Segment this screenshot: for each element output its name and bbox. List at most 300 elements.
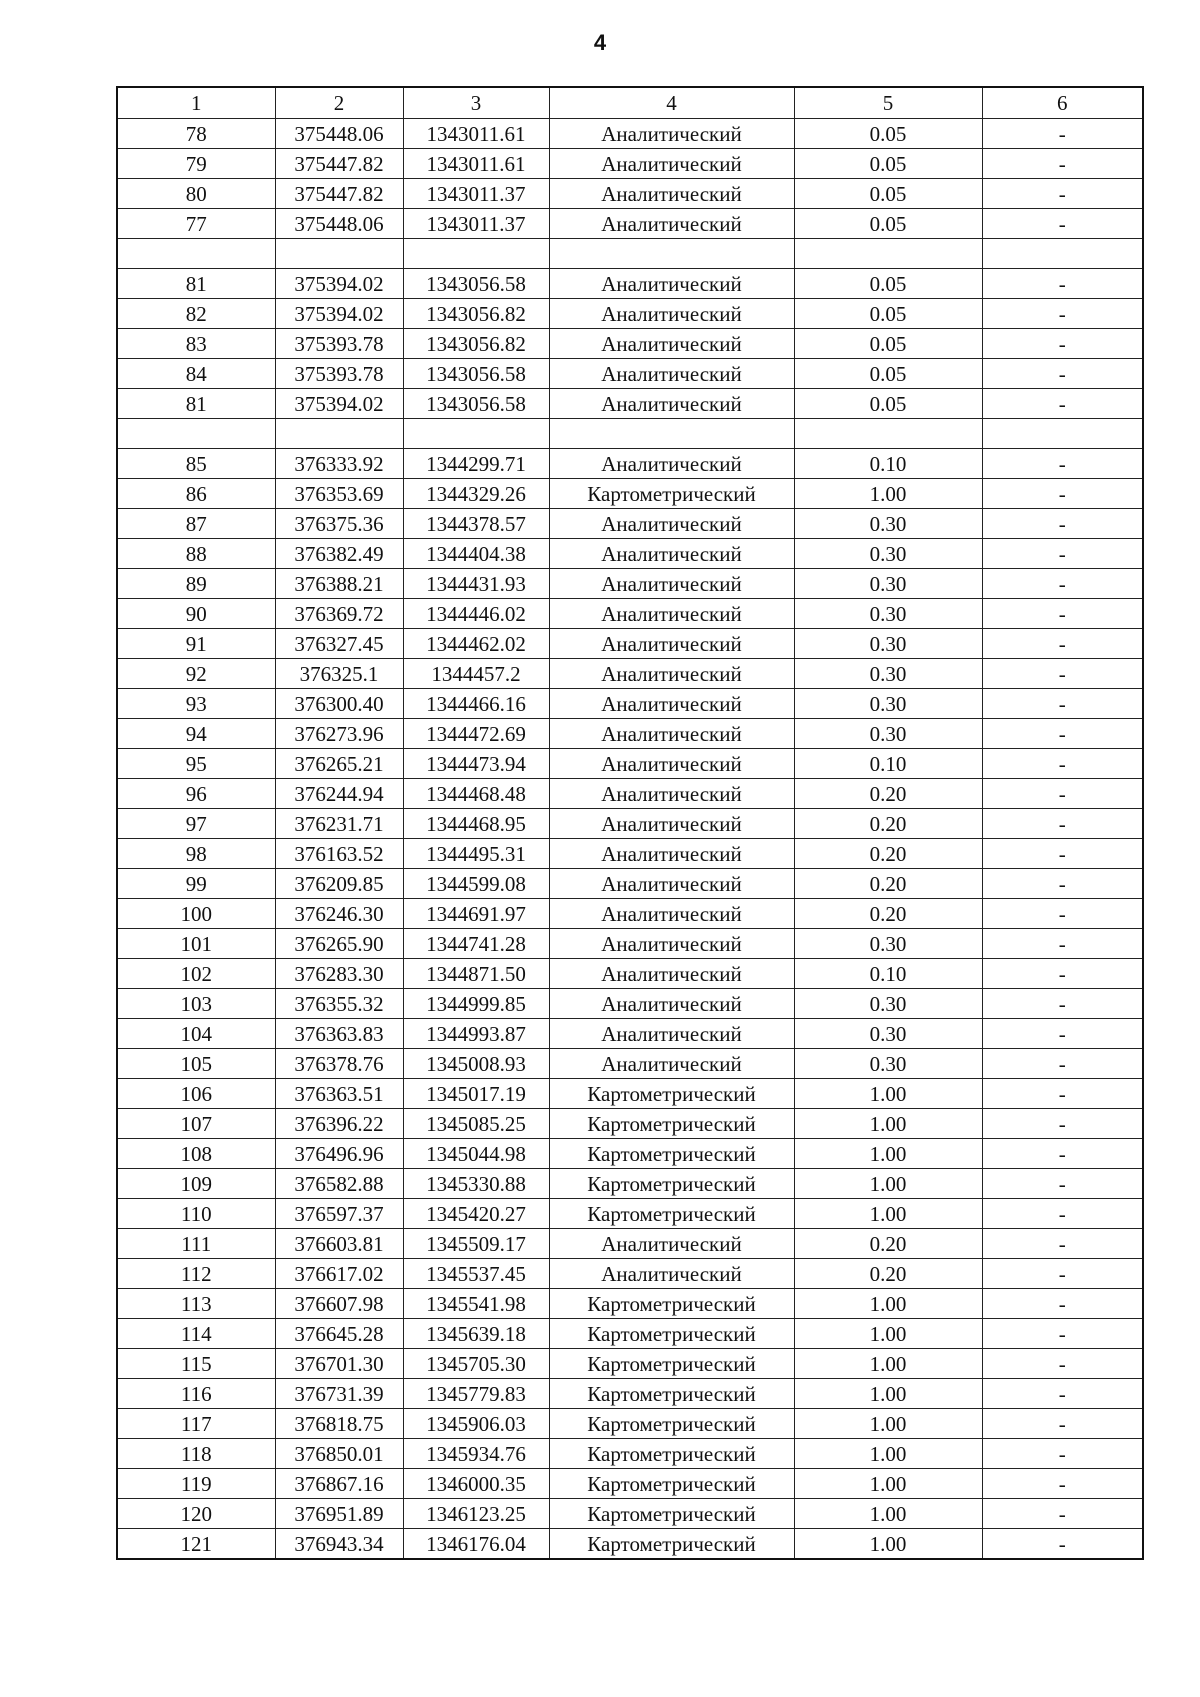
table-cell: - <box>982 569 1143 599</box>
table-cell: - <box>982 779 1143 809</box>
table-cell: 78 <box>117 119 275 149</box>
table-cell: Аналитический <box>549 959 794 989</box>
table-cell: - <box>982 1019 1143 1049</box>
table-cell: 93 <box>117 689 275 719</box>
table-cell: 1.00 <box>794 1379 982 1409</box>
table-cell: 0.30 <box>794 659 982 689</box>
table-cell: 0.30 <box>794 929 982 959</box>
table-row <box>117 269 1143 299</box>
table-cell: - <box>982 299 1143 329</box>
table-cell: 1344993.87 <box>403 1019 549 1049</box>
table-cell: Картометрический <box>549 1529 794 1560</box>
table-cell: 0.20 <box>794 779 982 809</box>
table-cell: Картометрический <box>549 479 794 509</box>
table-cell: 1344473.94 <box>403 749 549 779</box>
table-cell: - <box>982 599 1143 629</box>
table-cell: - <box>982 179 1143 209</box>
table-row <box>117 1079 1143 1109</box>
table-cell: 1343011.37 <box>403 179 549 209</box>
table-cell: 375393.78 <box>275 359 403 389</box>
table-cell: 121 <box>117 1529 275 1560</box>
table-cell: 0.05 <box>794 149 982 179</box>
table-cell: 1345008.93 <box>403 1049 549 1079</box>
table-cell: 376607.98 <box>275 1289 403 1319</box>
table-cell: 1344378.57 <box>403 509 549 539</box>
table-cell: - <box>982 1049 1143 1079</box>
table-cell: 99 <box>117 869 275 899</box>
table-cell: 376244.94 <box>275 779 403 809</box>
table-cell: Аналитический <box>549 779 794 809</box>
column-header: 3 <box>403 87 549 119</box>
table-cell: - <box>982 1409 1143 1439</box>
table-cell: 115 <box>117 1349 275 1379</box>
table-cell: 1344462.02 <box>403 629 549 659</box>
table-row <box>117 1169 1143 1199</box>
table-row <box>117 1229 1143 1259</box>
table-cell: - <box>982 149 1143 179</box>
table-cell: 0.05 <box>794 299 982 329</box>
table-cell: 376265.21 <box>275 749 403 779</box>
table-cell: 376582.88 <box>275 1169 403 1199</box>
table-cell: 110 <box>117 1199 275 1229</box>
column-header: 1 <box>117 87 275 119</box>
table-cell <box>794 419 982 449</box>
table-cell: Картометрический <box>549 1349 794 1379</box>
table-cell: 0.30 <box>794 689 982 719</box>
table-cell: 376378.76 <box>275 1049 403 1079</box>
table-cell: 1.00 <box>794 1439 982 1469</box>
table-cell: 84 <box>117 359 275 389</box>
table-cell: 1345639.18 <box>403 1319 549 1349</box>
table-cell: 1343011.37 <box>403 209 549 239</box>
table-cell: 113 <box>117 1289 275 1319</box>
table-cell: 376496.96 <box>275 1139 403 1169</box>
table-cell: 1343056.58 <box>403 269 549 299</box>
table-cell: 1.00 <box>794 1289 982 1319</box>
table-cell: - <box>982 509 1143 539</box>
table-cell: 375448.06 <box>275 119 403 149</box>
table-cell: 98 <box>117 839 275 869</box>
table-cell: 375448.06 <box>275 209 403 239</box>
table-cell: 0.20 <box>794 839 982 869</box>
table-cell: Аналитический <box>549 149 794 179</box>
table-cell: 0.30 <box>794 719 982 749</box>
table-row <box>117 1199 1143 1229</box>
table-cell: - <box>982 1229 1143 1259</box>
table-cell: 82 <box>117 299 275 329</box>
column-header: 6 <box>982 87 1143 119</box>
table-cell: 1345017.19 <box>403 1079 549 1109</box>
table-cell: 0.30 <box>794 629 982 659</box>
table-cell: Картометрический <box>549 1139 794 1169</box>
table-cell: 112 <box>117 1259 275 1289</box>
table-cell: Аналитический <box>549 269 794 299</box>
table-cell: 0.30 <box>794 989 982 1019</box>
table-cell: 1344741.28 <box>403 929 549 959</box>
table-cell: 1.00 <box>794 1139 982 1169</box>
table-cell: 91 <box>117 629 275 659</box>
table-cell: 376645.28 <box>275 1319 403 1349</box>
table-row <box>117 1259 1143 1289</box>
table-cell: - <box>982 899 1143 929</box>
table-cell: 119 <box>117 1469 275 1499</box>
table-cell: 376209.85 <box>275 869 403 899</box>
table-row <box>117 629 1143 659</box>
table-cell: 1.00 <box>794 1199 982 1229</box>
table-cell: - <box>982 1289 1143 1319</box>
table-cell: 1344468.95 <box>403 809 549 839</box>
table-cell: 100 <box>117 899 275 929</box>
table-cell: Картометрический <box>549 1319 794 1349</box>
table-cell: 376333.92 <box>275 449 403 479</box>
table-cell: Картометрический <box>549 1199 794 1229</box>
table-cell: Аналитический <box>549 689 794 719</box>
table-body <box>117 119 1143 1560</box>
table-cell: Картометрический <box>549 1409 794 1439</box>
table-cell: - <box>982 629 1143 659</box>
table-cell: 80 <box>117 179 275 209</box>
table-cell: 0.20 <box>794 1229 982 1259</box>
table-row <box>117 1319 1143 1349</box>
table-cell: 79 <box>117 149 275 179</box>
table-cell: 0.10 <box>794 749 982 779</box>
table-cell: - <box>982 1139 1143 1169</box>
table-cell: Аналитический <box>549 329 794 359</box>
table-cell: 0.30 <box>794 1019 982 1049</box>
table-cell: 1343056.82 <box>403 329 549 359</box>
table-cell: 376382.49 <box>275 539 403 569</box>
table-cell: 376283.30 <box>275 959 403 989</box>
column-header: 4 <box>549 87 794 119</box>
table-row <box>117 1019 1143 1049</box>
table-row <box>117 419 1143 449</box>
table-row <box>117 329 1143 359</box>
table-cell: - <box>982 749 1143 779</box>
table-cell: - <box>982 1529 1143 1560</box>
table-cell: - <box>982 659 1143 689</box>
table-cell: 376246.30 <box>275 899 403 929</box>
table-cell: - <box>982 1169 1143 1199</box>
table-cell: 0.05 <box>794 269 982 299</box>
table-cell: 0.05 <box>794 359 982 389</box>
table-cell: Аналитический <box>549 869 794 899</box>
table-cell <box>117 419 275 449</box>
table-row <box>117 1289 1143 1319</box>
table-cell: 375393.78 <box>275 329 403 359</box>
table-cell: 376369.72 <box>275 599 403 629</box>
table-cell: - <box>982 1379 1143 1409</box>
table-row <box>117 1469 1143 1499</box>
table-cell: 89 <box>117 569 275 599</box>
table-cell: Аналитический <box>549 809 794 839</box>
table-cell: 0.30 <box>794 509 982 539</box>
table-cell: Аналитический <box>549 209 794 239</box>
table-cell: 108 <box>117 1139 275 1169</box>
table-cell: 83 <box>117 329 275 359</box>
table-cell: 1345420.27 <box>403 1199 549 1229</box>
table-cell: 1344599.08 <box>403 869 549 899</box>
table-row <box>117 1139 1143 1169</box>
table-cell: 1343056.58 <box>403 359 549 389</box>
table-cell: Картометрический <box>549 1439 794 1469</box>
table-cell: - <box>982 449 1143 479</box>
table-cell: Аналитический <box>549 659 794 689</box>
table-row <box>117 659 1143 689</box>
table-cell: 376951.89 <box>275 1499 403 1529</box>
table-row <box>117 869 1143 899</box>
table-cell: Аналитический <box>549 1259 794 1289</box>
table-row <box>117 839 1143 869</box>
table-cell: 376363.51 <box>275 1079 403 1109</box>
table-cell: 1.00 <box>794 1109 982 1139</box>
table-cell: 1.00 <box>794 1349 982 1379</box>
table-cell: 106 <box>117 1079 275 1109</box>
table-cell: 1344999.85 <box>403 989 549 1019</box>
table-cell: 0.30 <box>794 599 982 629</box>
table-cell: 375394.02 <box>275 269 403 299</box>
table-cell: - <box>982 929 1143 959</box>
table-cell: 0.10 <box>794 959 982 989</box>
table-cell: 1346176.04 <box>403 1529 549 1560</box>
table-cell: 0.20 <box>794 809 982 839</box>
table-cell: 92 <box>117 659 275 689</box>
table-cell: 0.30 <box>794 1049 982 1079</box>
column-header: 5 <box>794 87 982 119</box>
table-cell <box>549 239 794 269</box>
table-cell <box>275 239 403 269</box>
table-cell: 1344431.93 <box>403 569 549 599</box>
table-row <box>117 929 1143 959</box>
table-cell: - <box>982 869 1143 899</box>
table-row <box>117 239 1143 269</box>
table-cell: 1345779.83 <box>403 1379 549 1409</box>
table-cell: 375394.02 <box>275 299 403 329</box>
table-cell: 1345509.17 <box>403 1229 549 1259</box>
table-cell: 1344495.31 <box>403 839 549 869</box>
table-row <box>117 539 1143 569</box>
table-row <box>117 779 1143 809</box>
table-cell: Аналитический <box>549 1049 794 1079</box>
table-cell: 376731.39 <box>275 1379 403 1409</box>
table-row <box>117 1049 1143 1079</box>
table-cell: 1344446.02 <box>403 599 549 629</box>
table-cell: 114 <box>117 1319 275 1349</box>
table-cell: 1343011.61 <box>403 149 549 179</box>
table-cell: 376273.96 <box>275 719 403 749</box>
table-cell: 120 <box>117 1499 275 1529</box>
table-row <box>117 1409 1143 1439</box>
table-cell: Аналитический <box>549 899 794 929</box>
table-cell: 1.00 <box>794 1319 982 1349</box>
table-cell: - <box>982 1439 1143 1469</box>
table-row <box>117 599 1143 629</box>
table-cell: 87 <box>117 509 275 539</box>
table-cell: - <box>982 1199 1143 1229</box>
table-row <box>117 1499 1143 1529</box>
table-cell: - <box>982 1319 1143 1349</box>
table-cell: 376325.1 <box>275 659 403 689</box>
table-cell: 1344691.97 <box>403 899 549 929</box>
table-cell: - <box>982 839 1143 869</box>
table-cell: Аналитический <box>549 359 794 389</box>
table-row <box>117 149 1143 179</box>
table-cell: 116 <box>117 1379 275 1409</box>
table-cell: 1344472.69 <box>403 719 549 749</box>
table-cell: 1345537.45 <box>403 1259 549 1289</box>
table-cell: - <box>982 119 1143 149</box>
table-cell: 102 <box>117 959 275 989</box>
column-header: 2 <box>275 87 403 119</box>
table-row <box>117 179 1143 209</box>
table-row <box>117 509 1143 539</box>
table-cell: 376850.01 <box>275 1439 403 1469</box>
table-cell: 0.05 <box>794 179 982 209</box>
table-cell: Картометрический <box>549 1289 794 1319</box>
table-cell: 1.00 <box>794 1169 982 1199</box>
table-cell: 0.05 <box>794 329 982 359</box>
table-cell <box>117 239 275 269</box>
table-cell: 376388.21 <box>275 569 403 599</box>
table-cell: - <box>982 989 1143 1019</box>
table-row <box>117 719 1143 749</box>
table-cell: 376231.71 <box>275 809 403 839</box>
table-cell: 118 <box>117 1439 275 1469</box>
table-cell: 1343056.82 <box>403 299 549 329</box>
page-number: 4 <box>593 30 607 55</box>
table-cell: 376701.30 <box>275 1349 403 1379</box>
table-cell: 94 <box>117 719 275 749</box>
table-row <box>117 359 1143 389</box>
table-cell: Картометрический <box>549 1079 794 1109</box>
table-cell: 375447.82 <box>275 149 403 179</box>
table-cell: Аналитический <box>549 749 794 779</box>
table-cell <box>794 239 982 269</box>
table-header-row <box>117 87 1143 119</box>
table-cell: - <box>982 959 1143 989</box>
table-cell: - <box>982 209 1143 239</box>
table-cell: 376265.90 <box>275 929 403 959</box>
table-cell: 0.30 <box>794 569 982 599</box>
table-cell: 376603.81 <box>275 1229 403 1259</box>
table-cell: - <box>982 479 1143 509</box>
table-cell: 1343011.61 <box>403 119 549 149</box>
table-cell <box>275 419 403 449</box>
table-cell: 376300.40 <box>275 689 403 719</box>
table-cell: 376163.52 <box>275 839 403 869</box>
table-cell: 1.00 <box>794 1409 982 1439</box>
table-cell: - <box>982 809 1143 839</box>
table-row <box>117 749 1143 779</box>
table-cell: 0.20 <box>794 1259 982 1289</box>
table-cell: 0.10 <box>794 449 982 479</box>
table-cell: 0.20 <box>794 899 982 929</box>
table-cell: Аналитический <box>549 1229 794 1259</box>
table-cell: - <box>982 1469 1143 1499</box>
table-cell: Аналитический <box>549 179 794 209</box>
table-cell: 117 <box>117 1409 275 1439</box>
table-row <box>117 479 1143 509</box>
table-cell <box>403 419 549 449</box>
table-cell: Аналитический <box>549 629 794 659</box>
table-cell: 104 <box>117 1019 275 1049</box>
table-cell: 97 <box>117 809 275 839</box>
table-cell: - <box>982 1079 1143 1109</box>
table-cell: 1344457.2 <box>403 659 549 689</box>
table-row <box>117 899 1143 929</box>
table-cell: Картометрический <box>549 1109 794 1139</box>
table-row <box>117 1109 1143 1139</box>
table-row <box>117 989 1143 1019</box>
table-cell: - <box>982 1349 1143 1379</box>
table-cell: 77 <box>117 209 275 239</box>
table-cell: Картометрический <box>549 1169 794 1199</box>
table-cell: 1345330.88 <box>403 1169 549 1199</box>
table-cell: 1344299.71 <box>403 449 549 479</box>
table-cell: Аналитический <box>549 389 794 419</box>
table-cell: 1344466.16 <box>403 689 549 719</box>
table-cell: - <box>982 719 1143 749</box>
table-cell: Аналитический <box>549 569 794 599</box>
table-cell: 376355.32 <box>275 989 403 1019</box>
table-cell: 90 <box>117 599 275 629</box>
table-cell: 0.05 <box>794 119 982 149</box>
table-cell: Аналитический <box>549 449 794 479</box>
table-cell: Картометрический <box>549 1499 794 1529</box>
table-cell: 101 <box>117 929 275 959</box>
table-cell: 376818.75 <box>275 1409 403 1439</box>
table-cell: - <box>982 359 1143 389</box>
table-cell: 1345934.76 <box>403 1439 549 1469</box>
table-cell: 1.00 <box>794 1499 982 1529</box>
table-cell: 375447.82 <box>275 179 403 209</box>
table-cell: 376396.22 <box>275 1109 403 1139</box>
table-cell <box>982 419 1143 449</box>
table-row <box>117 809 1143 839</box>
table-cell: Аналитический <box>549 539 794 569</box>
table-cell: Аналитический <box>549 989 794 1019</box>
table-cell: 96 <box>117 779 275 809</box>
table-cell: 0.05 <box>794 389 982 419</box>
table-cell: Аналитический <box>549 299 794 329</box>
table-cell: - <box>982 539 1143 569</box>
table-cell: Картометрический <box>549 1379 794 1409</box>
table-cell: 88 <box>117 539 275 569</box>
table-row <box>117 389 1143 419</box>
table-cell: - <box>982 269 1143 299</box>
table-cell: 376597.37 <box>275 1199 403 1229</box>
table-cell: - <box>982 329 1143 359</box>
table-cell: 376617.02 <box>275 1259 403 1289</box>
table-row <box>117 1349 1143 1379</box>
table-cell: 376375.36 <box>275 509 403 539</box>
table-cell: 1345705.30 <box>403 1349 549 1379</box>
table-row <box>117 299 1143 329</box>
table-row <box>117 1439 1143 1469</box>
table-cell: 376353.69 <box>275 479 403 509</box>
table-cell: 85 <box>117 449 275 479</box>
table-row <box>117 959 1143 989</box>
table-row <box>117 569 1143 599</box>
table-cell: 86 <box>117 479 275 509</box>
table-cell: - <box>982 1109 1143 1139</box>
table-row <box>117 119 1143 149</box>
table-cell: 376943.34 <box>275 1529 403 1560</box>
table-cell: 0.05 <box>794 209 982 239</box>
table-row <box>117 1529 1143 1560</box>
table-cell: Аналитический <box>549 1019 794 1049</box>
table-cell: 1343056.58 <box>403 389 549 419</box>
table-cell: 376327.45 <box>275 629 403 659</box>
